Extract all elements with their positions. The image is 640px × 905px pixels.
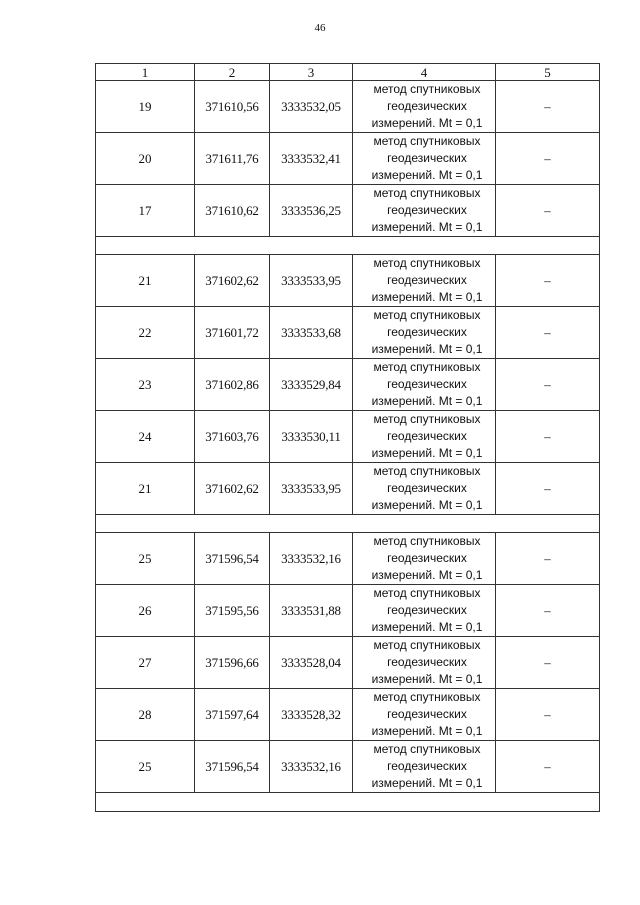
table-row: [96, 533, 600, 585]
x-coordinate-cell: 371610,56: [195, 81, 270, 133]
method-line: измерений. Mt = 0,1: [371, 498, 483, 512]
method-line: геодезических: [387, 759, 467, 773]
separator-row: [96, 237, 600, 255]
x-coordinate-cell: 371602,62: [195, 463, 270, 515]
note-cell: –: [496, 533, 600, 585]
point-number-cell: 21: [96, 255, 195, 307]
separator-row: [96, 793, 600, 812]
column-header: 3: [270, 64, 353, 81]
method-line: метод спутниковых: [373, 742, 481, 756]
method-cell: [353, 741, 496, 793]
point-number-cell: 24: [96, 411, 195, 463]
x-coordinate-cell: 371602,86: [195, 359, 270, 411]
method-cell: [353, 533, 496, 585]
method-line: метод спутниковых: [373, 82, 481, 96]
method-line: метод спутниковых: [373, 412, 481, 426]
point-number-cell: 25: [96, 533, 195, 585]
method-line: измерений. Mt = 0,1: [371, 724, 483, 738]
point-number-cell: 20: [96, 133, 195, 185]
x-coordinate-cell: 371611,76: [195, 133, 270, 185]
method-cell: [353, 133, 496, 185]
method-line: геодезических: [387, 325, 467, 339]
table-row: [96, 185, 600, 237]
method-cell: [353, 359, 496, 411]
method-cell: [353, 185, 496, 237]
point-number-cell: 28: [96, 689, 195, 741]
x-coordinate-cell: 371602,62: [195, 255, 270, 307]
separator-cell: [96, 237, 600, 255]
y-coordinate-cell: 3333528,04: [270, 637, 353, 689]
separator-row: [96, 515, 600, 533]
table-row: [96, 689, 600, 741]
table-row: [96, 637, 600, 689]
note-cell: –: [496, 359, 600, 411]
table-row: [96, 81, 600, 133]
table-row: [96, 359, 600, 411]
y-coordinate-cell: 3333536,25: [270, 185, 353, 237]
x-coordinate-cell: 371595,56: [195, 585, 270, 637]
x-coordinate-cell: 371596,54: [195, 741, 270, 793]
x-coordinate-cell: 371596,66: [195, 637, 270, 689]
y-coordinate-cell: 3333531,88: [270, 585, 353, 637]
column-header: 4: [353, 64, 496, 81]
separator-cell: [96, 793, 600, 812]
column-header: 5: [496, 64, 600, 81]
method-line: измерений. Mt = 0,1: [371, 220, 483, 234]
y-coordinate-cell: 3333532,16: [270, 533, 353, 585]
separator-cell: [96, 515, 600, 533]
point-number-cell: 22: [96, 307, 195, 359]
x-coordinate-cell: 371610,62: [195, 185, 270, 237]
table-row: [96, 463, 600, 515]
method-line: измерений. Mt = 0,1: [371, 116, 483, 130]
method-line: геодезических: [387, 151, 467, 165]
method-line: измерений. Mt = 0,1: [371, 776, 483, 790]
method-line: геодезических: [387, 377, 467, 391]
point-number-cell: 17: [96, 185, 195, 237]
y-coordinate-cell: 3333528,32: [270, 689, 353, 741]
method-line: метод спутниковых: [373, 360, 481, 374]
table-row: [96, 307, 600, 359]
point-number-cell: 25: [96, 741, 195, 793]
table-row: [96, 255, 600, 307]
note-cell: –: [496, 411, 600, 463]
method-line: метод спутниковых: [373, 186, 481, 200]
x-coordinate-cell: 371603,76: [195, 411, 270, 463]
method-line: метод спутниковых: [373, 638, 481, 652]
method-line: геодезических: [387, 99, 467, 113]
note-cell: –: [496, 637, 600, 689]
note-cell: –: [496, 307, 600, 359]
y-coordinate-cell: 3333530,11: [270, 411, 353, 463]
y-coordinate-cell: 3333533,95: [270, 255, 353, 307]
method-line: метод спутниковых: [373, 308, 481, 322]
method-line: геодезических: [387, 707, 467, 721]
coordinates-table: [95, 63, 600, 812]
method-line: геодезических: [387, 481, 467, 495]
point-number-cell: 19: [96, 81, 195, 133]
method-line: измерений. Mt = 0,1: [371, 620, 483, 634]
column-header: 1: [96, 64, 195, 81]
y-coordinate-cell: 3333532,41: [270, 133, 353, 185]
method-cell: [353, 307, 496, 359]
coordinates-table-body: [96, 64, 600, 812]
method-line: геодезических: [387, 429, 467, 443]
method-cell: [353, 411, 496, 463]
table-row: [96, 585, 600, 637]
y-coordinate-cell: 3333532,16: [270, 741, 353, 793]
method-line: метод спутниковых: [373, 134, 481, 148]
note-cell: –: [496, 133, 600, 185]
y-coordinate-cell: 3333533,68: [270, 307, 353, 359]
note-cell: –: [496, 741, 600, 793]
note-cell: –: [496, 185, 600, 237]
note-cell: –: [496, 463, 600, 515]
method-line: измерений. Mt = 0,1: [371, 568, 483, 582]
method-line: метод спутниковых: [373, 256, 481, 270]
note-cell: –: [496, 81, 600, 133]
point-number-cell: 26: [96, 585, 195, 637]
table-header-row: [96, 64, 600, 81]
method-line: измерений. Mt = 0,1: [371, 342, 483, 356]
x-coordinate-cell: 371597,64: [195, 689, 270, 741]
method-line: измерений. Mt = 0,1: [371, 446, 483, 460]
point-number-cell: 27: [96, 637, 195, 689]
method-cell: [353, 255, 496, 307]
method-line: геодезических: [387, 203, 467, 217]
method-line: измерений. Mt = 0,1: [371, 672, 483, 686]
method-line: геодезических: [387, 551, 467, 565]
method-cell: [353, 689, 496, 741]
x-coordinate-cell: 371601,72: [195, 307, 270, 359]
column-header: 2: [195, 64, 270, 81]
y-coordinate-cell: 3333532,05: [270, 81, 353, 133]
method-line: измерений. Mt = 0,1: [371, 168, 483, 182]
table-row: [96, 411, 600, 463]
note-cell: –: [496, 689, 600, 741]
table-row: [96, 133, 600, 185]
method-line: метод спутниковых: [373, 586, 481, 600]
method-cell: [353, 463, 496, 515]
method-line: геодезических: [387, 273, 467, 287]
method-line: геодезических: [387, 603, 467, 617]
method-line: геодезических: [387, 655, 467, 669]
method-cell: [353, 81, 496, 133]
method-cell: [353, 637, 496, 689]
y-coordinate-cell: 3333529,84: [270, 359, 353, 411]
method-line: измерений. Mt = 0,1: [371, 290, 483, 304]
method-line: метод спутниковых: [373, 534, 481, 548]
note-cell: –: [496, 585, 600, 637]
method-line: метод спутниковых: [373, 464, 481, 478]
point-number-cell: 23: [96, 359, 195, 411]
x-coordinate-cell: 371596,54: [195, 533, 270, 585]
note-cell: –: [496, 255, 600, 307]
y-coordinate-cell: 3333533,95: [270, 463, 353, 515]
method-cell: [353, 585, 496, 637]
method-line: измерений. Mt = 0,1: [371, 394, 483, 408]
table-row: [96, 741, 600, 793]
point-number-cell: 21: [96, 463, 195, 515]
page-number: 46: [314, 22, 326, 34]
method-line: метод спутниковых: [373, 690, 481, 704]
